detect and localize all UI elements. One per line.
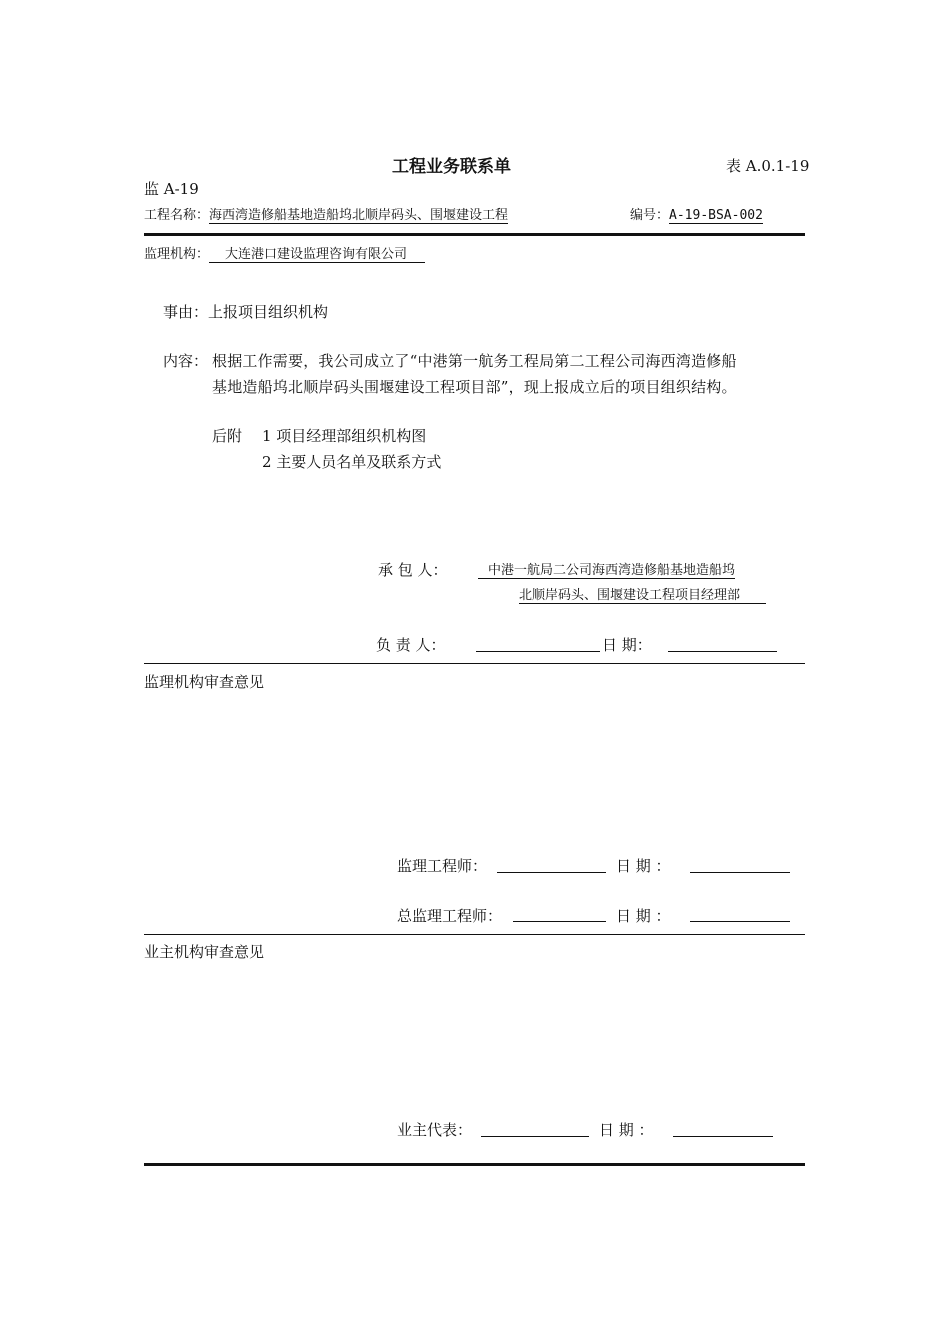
- owner-date-blank[interactable]: [673, 1136, 773, 1137]
- supervisor-review-heading: 监理机构审查意见: [144, 673, 265, 691]
- chief-engineer-blank[interactable]: [513, 921, 606, 922]
- contractor-label: 承 包 人：: [378, 561, 448, 579]
- project-row: [144, 204, 508, 224]
- subject-label: 事由：: [163, 303, 209, 321]
- attachment-2: 2 主要人员名单及联系方式: [262, 453, 442, 471]
- engineer-label: 监理工程师：: [397, 857, 488, 875]
- owner-rep-blank[interactable]: [481, 1136, 589, 1137]
- attachment-1: 1 项目经理部组织机构图: [262, 427, 427, 445]
- header-rule: [144, 233, 805, 236]
- attachments-label: 后附: [212, 427, 243, 445]
- contractor-name-1: 中港一航局二公司海西湾造修船基地造船坞: [478, 559, 735, 579]
- subject-row: [163, 301, 328, 322]
- contractor-line-2: [519, 584, 766, 604]
- contractor-date-blank[interactable]: [668, 651, 777, 652]
- chief-date-label: 日 期 ：: [616, 907, 671, 925]
- form-number: 表 A.0.1-19: [726, 157, 810, 175]
- section-divider-1: [144, 663, 805, 664]
- supervisor-row: [144, 243, 425, 263]
- subject-text: 上报项目组织机构: [208, 303, 329, 321]
- project-name: 海西湾造修船基地造船坞北顺岸码头、围堰建设工程: [209, 204, 508, 224]
- footer-rule: [144, 1163, 805, 1166]
- contractor-name-2: 北顺岸码头、围堰建设工程项目经理部: [519, 584, 766, 604]
- engineer-date-blank[interactable]: [690, 872, 790, 873]
- supervisor-name: 大连港口建设监理咨询有限公司: [209, 243, 425, 263]
- content-line-2: 基地造船坞北顺岸码头围堰建设工程项目部”，现上报成立后的项目组织结构。: [212, 378, 737, 396]
- chief-date-blank[interactable]: [690, 921, 790, 922]
- number-value: A-19-BSA-002: [669, 208, 763, 223]
- supervisor-label: 监理机构：: [144, 247, 210, 262]
- form-code: 监 A-19: [144, 180, 199, 198]
- owner-rep-label: 业主代表：: [397, 1121, 473, 1139]
- owner-date-label: 日 期 ：: [599, 1121, 654, 1139]
- content-label: 内容：: [163, 352, 209, 370]
- owner-review-heading: 业主机构审查意见: [144, 943, 265, 961]
- engineer-blank[interactable]: [497, 872, 606, 873]
- form-title: 工程业务联系单: [392, 157, 511, 177]
- project-label: 工程名称：: [144, 208, 210, 223]
- section-divider-2: [144, 934, 805, 935]
- number-row: [630, 204, 763, 224]
- engineer-date-label: 日 期 ：: [616, 857, 671, 875]
- contractor-line-1: [478, 559, 735, 579]
- responsible-blank[interactable]: [476, 651, 600, 652]
- responsible-label: 负 责 人：: [376, 636, 446, 654]
- contractor-date-label: 日 期：: [602, 636, 652, 654]
- chief-engineer-label: 总监理工程师：: [397, 907, 503, 925]
- number-label: 编号：: [630, 208, 670, 223]
- content-line-1: 根据工作需要，我公司成立了“中港第一航务工程局第二工程公司海西湾造修船: [212, 352, 737, 370]
